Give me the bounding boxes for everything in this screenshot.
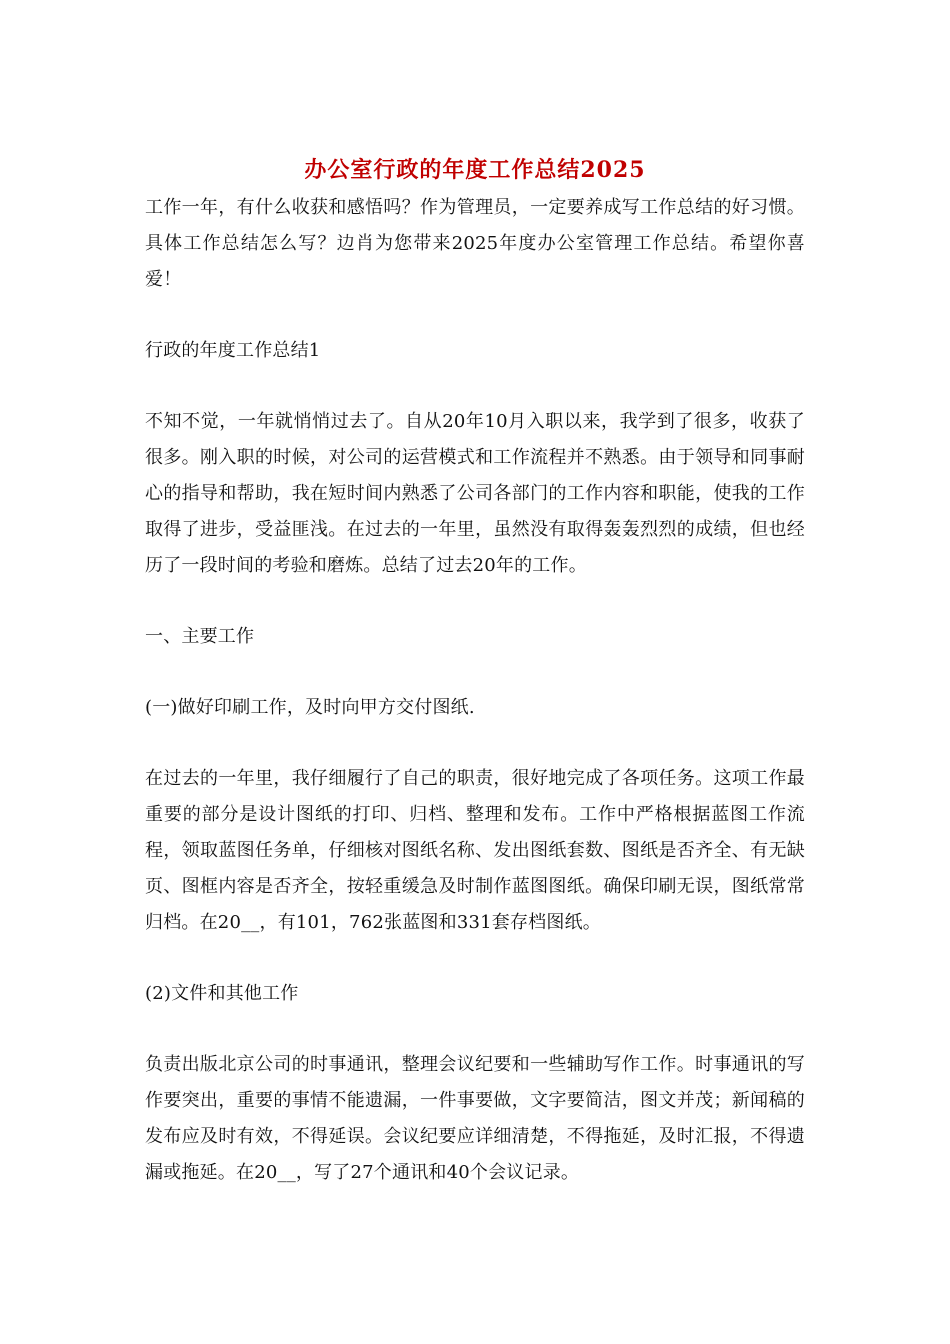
- body-paragraph-1: 不知不觉，一年就悄悄过去了。自从20年10月入职以来，我学到了很多，收获了很多。刚入职的时候，对公司的运营模式和工作流程并不熟悉。由于领导和同事耐心的指导和帮助，我在短时间内熟悉了公司各部门的工作内容和职能，使我的工作取得了进步，受益匪浅。在过去的一年里，虽然没有取得轰轰烈烈的成绩，但也经历了一段时间的考验和磨炼。总结了过去20年的工作。: [145, 411, 805, 576]
- section-heading: 行政的年度工作总结1: [145, 340, 321, 361]
- body-paragraph-3: 负责出版北京公司的时事通讯，整理会议纪要和一些辅助写作工作。时事通讯的写作要突出，重要的事情不能遗漏，一件事要做，文字要简洁，图文并茂；新闻稿的发布应及时有效，不得延误。会议纪要应详细清楚，不得拖延，及时汇报，不得遗漏或拖延。在20__，写了27个通讯和40个会议记录。: [145, 1054, 805, 1183]
- sub-heading-documents: (2)文件和其他工作: [145, 983, 299, 1004]
- main-work-heading: 一、主要工作: [145, 626, 255, 647]
- sub-heading-printing: (一)做好印刷工作，及时向甲方交付图纸.: [145, 697, 475, 718]
- document-title: 办公室行政的年度工作总结2025: [304, 157, 646, 183]
- body-paragraph-2: 在过去的一年里，我仔细履行了自己的职责，很好地完成了各项任务。这项工作最重要的部分是设计图纸的打印、归档、整理和发布。工作中严格根据蓝图工作流程，领取蓝图任务单，仔细核对图纸名称、发出图纸套数、图纸是否齐全、有无缺页、图框内容是否齐全，按轻重缓急及时制作蓝图图纸。确保印刷无误，图纸常常归档。在20__，有101，762张蓝图和331套存档图纸。: [145, 768, 805, 933]
- intro-paragraph: 工作一年，有什么收获和感悟吗？作为管理员，一定要养成写工作总结的好习惯。具体工作总结怎么写？边肖为您带来2025年度办公室管理工作总结。希望你喜爱！: [145, 197, 805, 290]
- document-body: [145, 150, 805, 1226]
